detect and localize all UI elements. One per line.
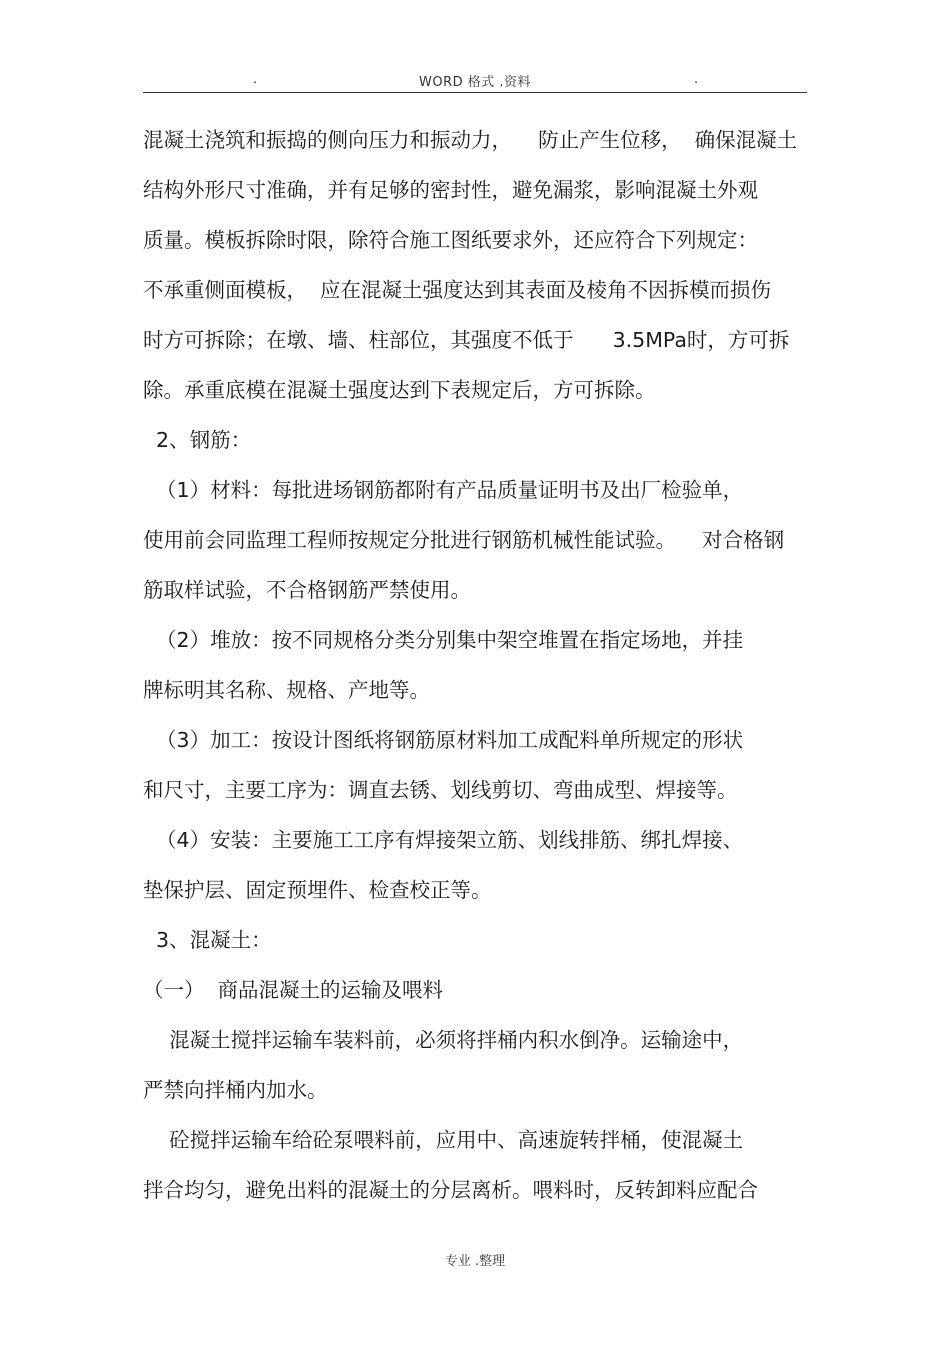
- text-line: 和尺寸，主要工序为：调直去锈、划线剪切、弯曲成型、焊接等。: [143, 778, 738, 802]
- text-line: 质量。模板拆除时限，除符合施工图纸要求外，还应符合下列规定：: [143, 228, 758, 252]
- text-line: （2）堆放：按不同规格分类分别集中架空堆置在指定场地，并挂: [143, 628, 744, 652]
- header-dot-right: .: [694, 72, 699, 87]
- section-heading: 2、钢筋：: [143, 428, 252, 452]
- text-line: 结构外形尺寸准确，并有足够的密封性，避免漏浆，影响混凝土外观: [143, 178, 758, 202]
- subsection-heading: （一） 商品混凝土的运输及喂料: [143, 978, 444, 1002]
- text-line: （1）材料：每批进场钢筋都附有产品质量证明书及出厂检验单，: [143, 478, 744, 502]
- text-line: 混凝土搅拌运输车装料前，必须将拌桶内积水倒净。运输途中，: [143, 1028, 744, 1052]
- text-line: 垫保护层、固定预埋件、检查校正等。: [143, 878, 492, 902]
- text-line: 时方可拆除；在墩、墙、柱部位，其强度不低于 3.5MPa时，方可拆: [143, 328, 790, 352]
- text-line: （4）安装：主要施工工序有焊接架立筋、划线排筋、绑扎焊接、: [143, 828, 744, 852]
- text-line: 筋取样试验，不合格钢筋严禁使用。: [143, 578, 471, 602]
- section-heading: 3、混凝土：: [143, 928, 272, 952]
- text-line: 牌标明其名称、规格、产地等。: [143, 678, 430, 702]
- text-line: 除。承重底模在混凝土强度达到下表规定后，方可拆除。: [143, 378, 656, 402]
- text-line: 砼搅拌运输车给砼泵喂料前，应用中、高速旋转拌桶，使混凝土: [143, 1128, 744, 1152]
- header-title: WORD 格式 .资料: [418, 75, 532, 90]
- page-header: [143, 66, 807, 93]
- text-line: 拌合均匀，避免出料的混凝土的分层离析。喂料时，反转卸料应配合: [143, 1178, 758, 1202]
- header-dot-left: .: [253, 72, 258, 87]
- text-line: 混凝土浇筑和振捣的侧向压力和振动力， 防止产生位移， 确保混凝土: [143, 128, 798, 152]
- text-line: （3）加工：按设计图纸将钢筋原材料加工成配料单所规定的形状: [143, 728, 744, 752]
- text-line: 严禁向拌桶内加水。: [143, 1078, 328, 1102]
- page-footer: 专业 .整理: [444, 1254, 506, 1269]
- text-line: 不承重侧面模板， 应在混凝土强度达到其表面及棱角不因拆模而损伤: [143, 278, 772, 302]
- text-line: 使用前会同监理工程师按规定分批进行钢筋机械性能试验。 对合格钢: [143, 528, 785, 552]
